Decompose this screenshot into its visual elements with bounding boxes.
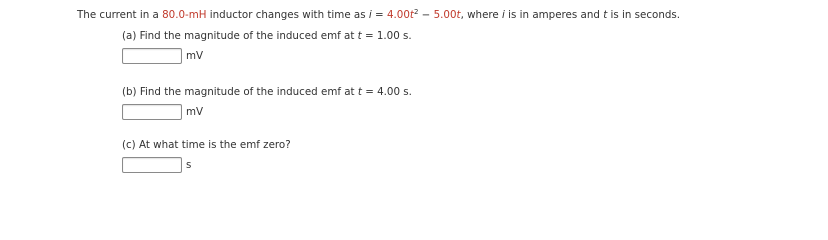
variable-t: t — [409, 9, 414, 21]
problem-text-before: The current in a — [77, 9, 163, 21]
part-c-unit: s — [186, 159, 192, 171]
part-c-answer-input[interactable] — [122, 157, 182, 173]
variable-t: t — [456, 9, 461, 21]
part-b-question-prefix: (b) Find the magnitude of the induced emf at — [122, 86, 358, 98]
coefficient-a: 4.00 — [386, 9, 410, 21]
coefficient-b: 5.00 — [433, 9, 457, 21]
minus-sign: − — [418, 9, 434, 21]
problem-text-end: is in seconds. — [607, 9, 681, 21]
part-a-question — [122, 29, 412, 43]
problem-text-where: , where — [460, 9, 503, 21]
part-a-question-prefix: (a) Find the magnitude of the induced emf at — [122, 30, 358, 42]
problem-statement — [77, 8, 680, 22]
part-b-question — [122, 85, 412, 99]
variable-t: t — [357, 86, 362, 98]
inductance-value: 80.0-mH — [162, 9, 207, 21]
problem-text-mid: inductor changes with time as — [206, 9, 369, 21]
part-a — [122, 29, 412, 65]
part-c-question: (c) At what time is the emf zero? — [122, 139, 291, 151]
part-b-answer-input[interactable] — [122, 104, 182, 120]
part-b-unit: mV — [186, 106, 204, 118]
variable-i: i — [368, 9, 372, 21]
variable-t: t — [603, 9, 608, 21]
part-a-unit: mV — [186, 50, 204, 62]
exponent: 2 — [413, 8, 419, 16]
problem-text-amperes: is in amperes and — [504, 9, 604, 21]
variable-t: t — [357, 30, 362, 42]
equals-sign: = — [371, 9, 387, 21]
part-c-answer-row — [122, 156, 291, 174]
part-b-question-suffix: = 4.00 s. — [361, 86, 412, 98]
part-c — [122, 138, 291, 174]
variable-i: i — [502, 9, 505, 21]
part-a-question-suffix: = 1.00 s. — [361, 30, 412, 42]
part-a-answer-input[interactable] — [122, 48, 182, 64]
part-b — [122, 85, 412, 121]
part-b-answer-row — [122, 103, 412, 121]
part-a-answer-row — [122, 47, 412, 65]
